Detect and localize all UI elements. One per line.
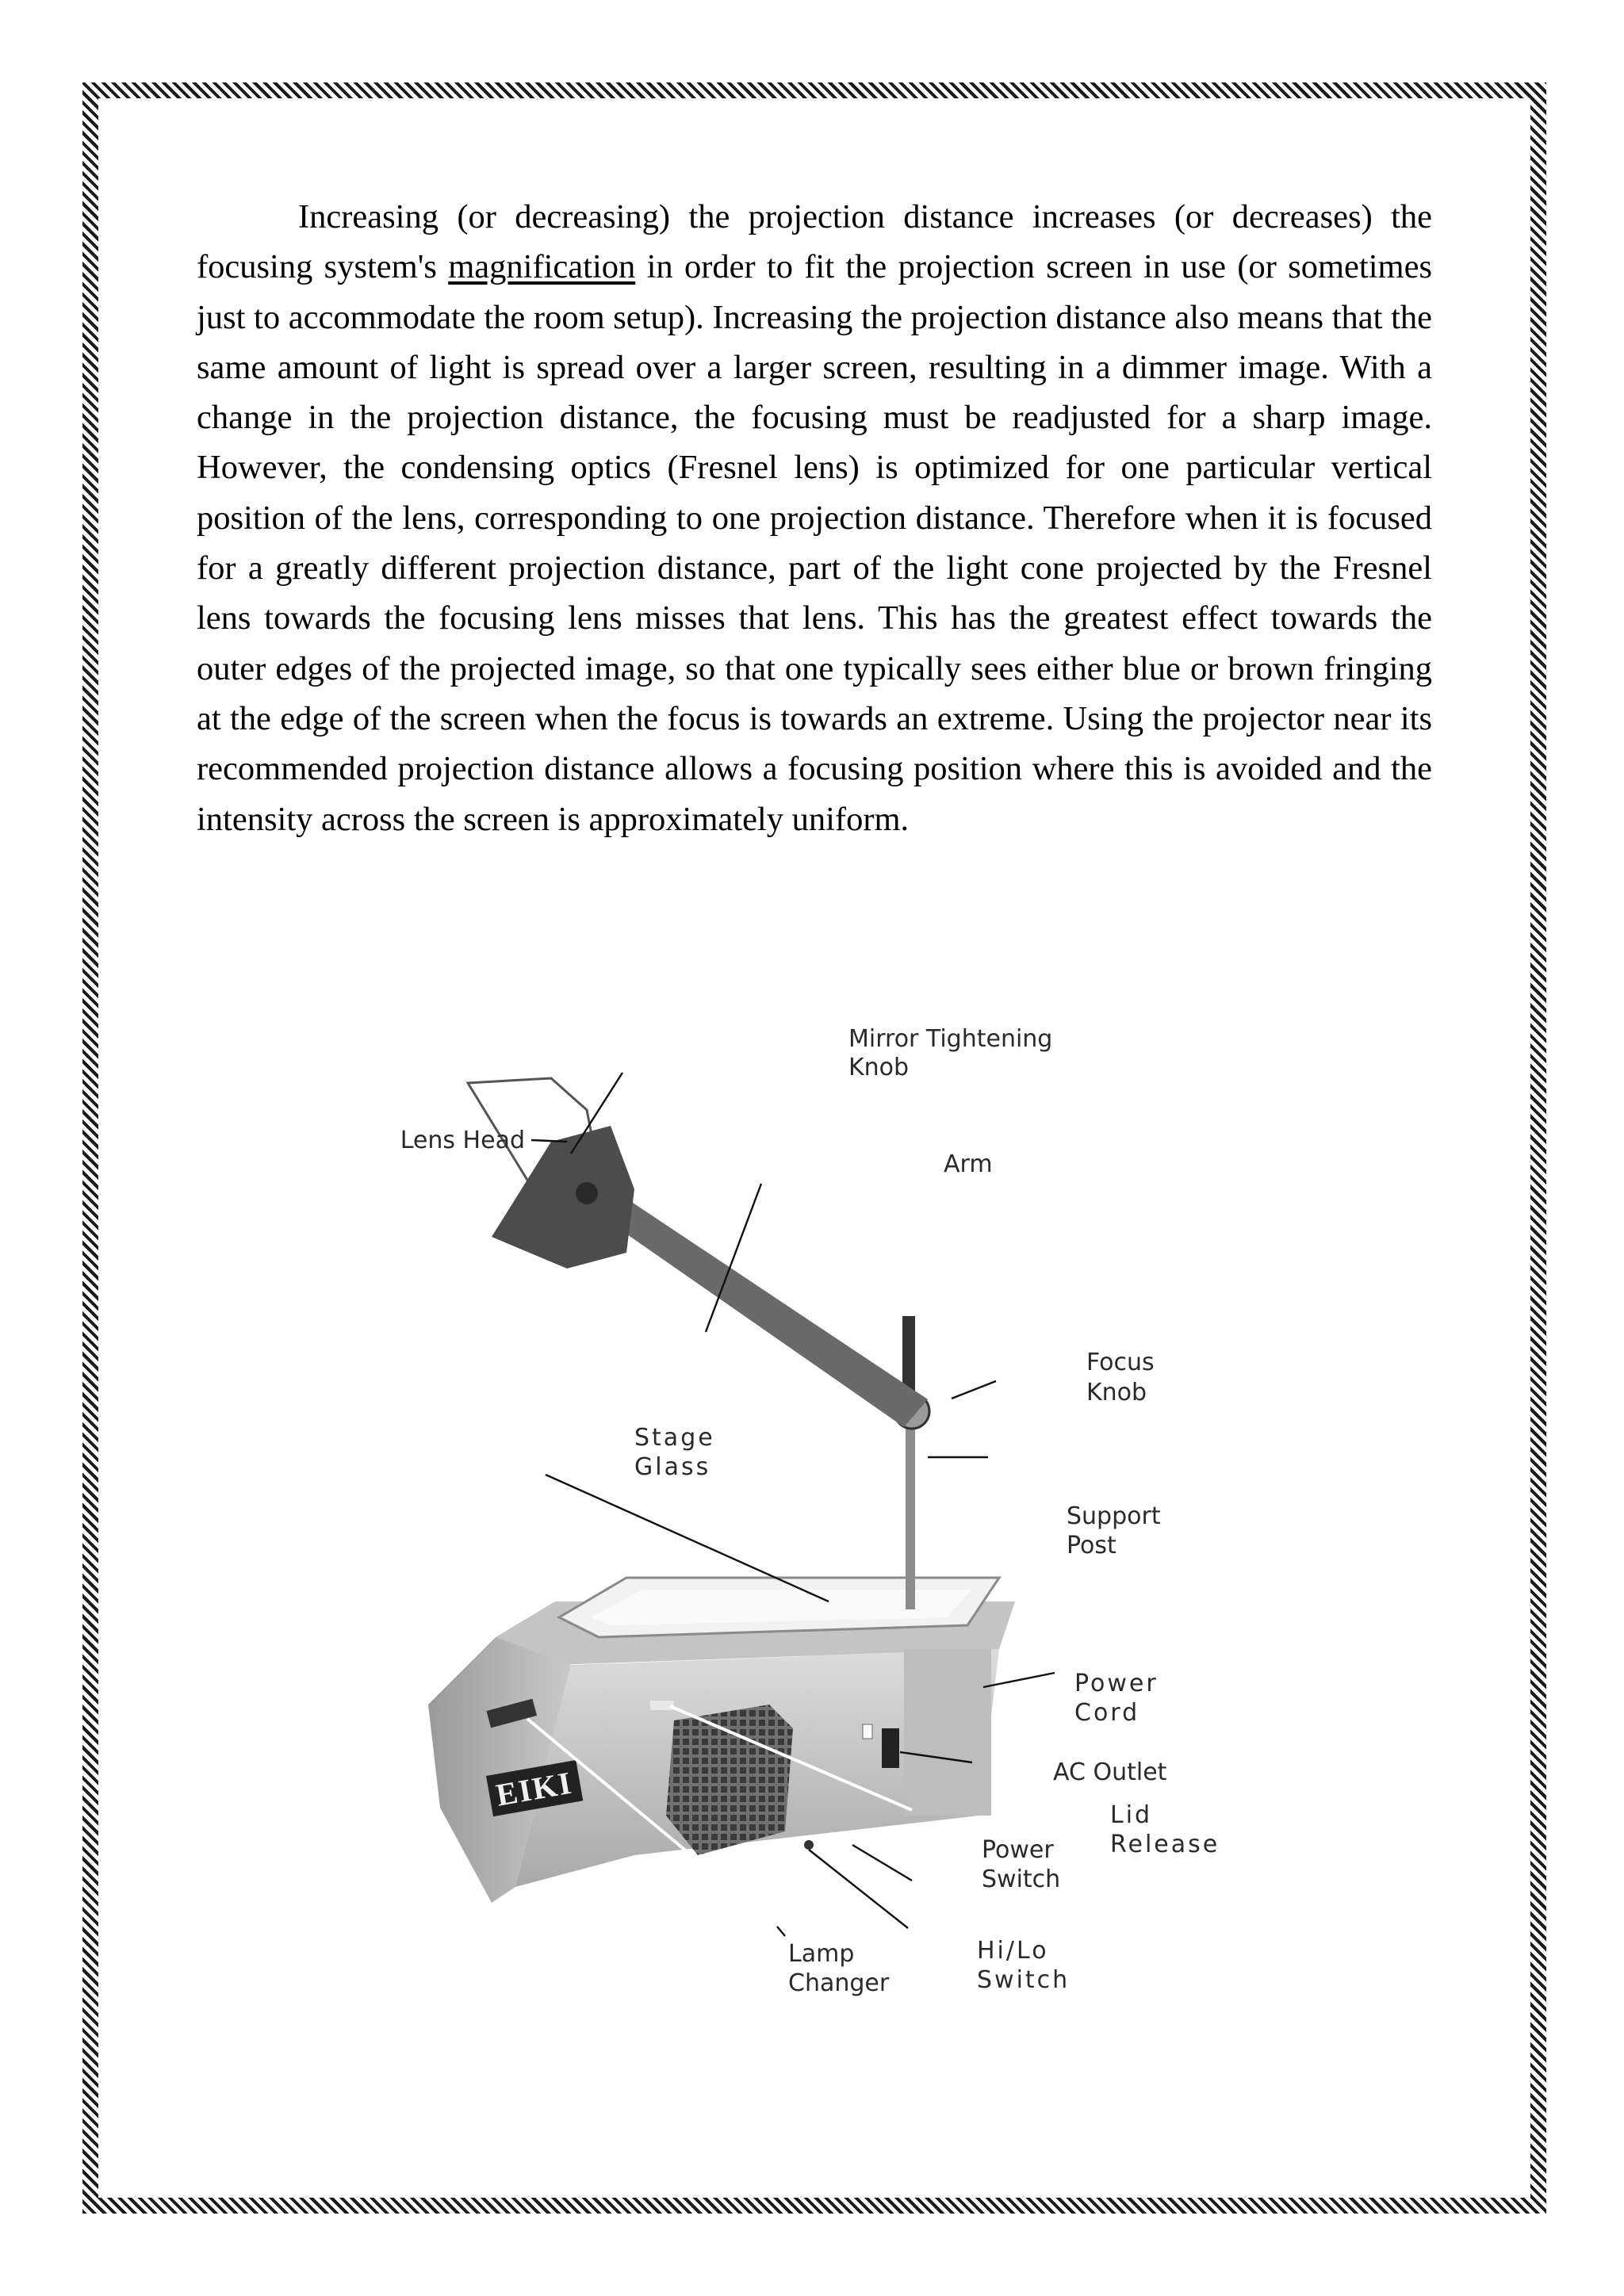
label-power-cord: Power	[1074, 1670, 1159, 1697]
overhead-projector-diagram	[396, 1015, 1269, 2045]
label-lid-release-2: Release	[1110, 1831, 1220, 1858]
label-power-switch: Power	[982, 1836, 1054, 1864]
label-arm: Arm	[944, 1150, 993, 1178]
projector-right-panel	[904, 1649, 991, 1816]
paragraph-text-end: in order to fit the projection screen in use (or sometimes just to accommodate the room setup). Increasing the projection distance also means that the same amount of light is spread over a larger screen, resulting in a dimmer image. With a change in the projection distance, the focusing must be readjusted for a sharp image. However, the condensing optics (Fresnel lens) is optimized for one particular vertical position of the lens, corresponding to one projection distance. Therefore when it is focused for a greatly different projection distance, part of the light cone projected by the Fresnel lens towards the focusing lens misses that lens. This has the greatest effect towards the outer edges of the projected image, so that one typically sees either blue or brown fringing at the edge of the screen when the focus is towards an extreme. Using the projector near its recommended projection distance allows a focusing position where this is avoided and the intensity across the screen is approximately uniform.	[197, 248, 1432, 838]
lid-release-body	[863, 1724, 872, 1739]
support-post	[906, 1427, 915, 1609]
label-power-switch-2: Switch	[982, 1866, 1061, 1893]
label-hi-lo-switch-2: Switch	[977, 1966, 1071, 1994]
label-lid-release: Lid	[1110, 1801, 1153, 1829]
label-support-post: Support	[1067, 1502, 1161, 1530]
projector-arm	[591, 1193, 928, 1427]
label-lamp-changer: Lamp	[788, 1940, 855, 1968]
label-lamp-changer-2: Changer	[788, 1969, 890, 1997]
mirror-knob	[576, 1182, 598, 1204]
label-focus-knob: Focus	[1086, 1349, 1155, 1376]
label-support-post-2: Post	[1067, 1532, 1116, 1559]
label-stage-glass-2: Glass	[634, 1453, 711, 1481]
paragraph-text-start: Increasing (or decreasing) the projection distance increases (or decreases) the focusing system's	[197, 198, 1432, 286]
label-mirror-tightening-knob: Mirror Tightening	[848, 1025, 1053, 1053]
label-stage-glass: Stage	[634, 1424, 715, 1452]
ac-outlet-body	[882, 1728, 899, 1768]
label-mirror-tightening-knob-2: Knob	[848, 1054, 910, 1081]
label-hi-lo-switch: Hi/Lo	[977, 1937, 1049, 1965]
magnification-link[interactable]: magnification	[448, 248, 636, 286]
label-ac-outlet: AC Outlet	[1053, 1758, 1167, 1786]
vent-grille	[666, 1705, 793, 1855]
projector-illustration	[428, 1078, 1015, 1903]
body-paragraph	[197, 192, 1432, 844]
label-power-cord-2: Cord	[1074, 1699, 1140, 1727]
eiki-logo-text: EIKI	[493, 1764, 576, 1813]
label-focus-knob-2: Knob	[1086, 1379, 1147, 1406]
hi-lo-switch-body	[804, 1840, 814, 1850]
label-lens-head: Lens Head	[400, 1127, 525, 1154]
